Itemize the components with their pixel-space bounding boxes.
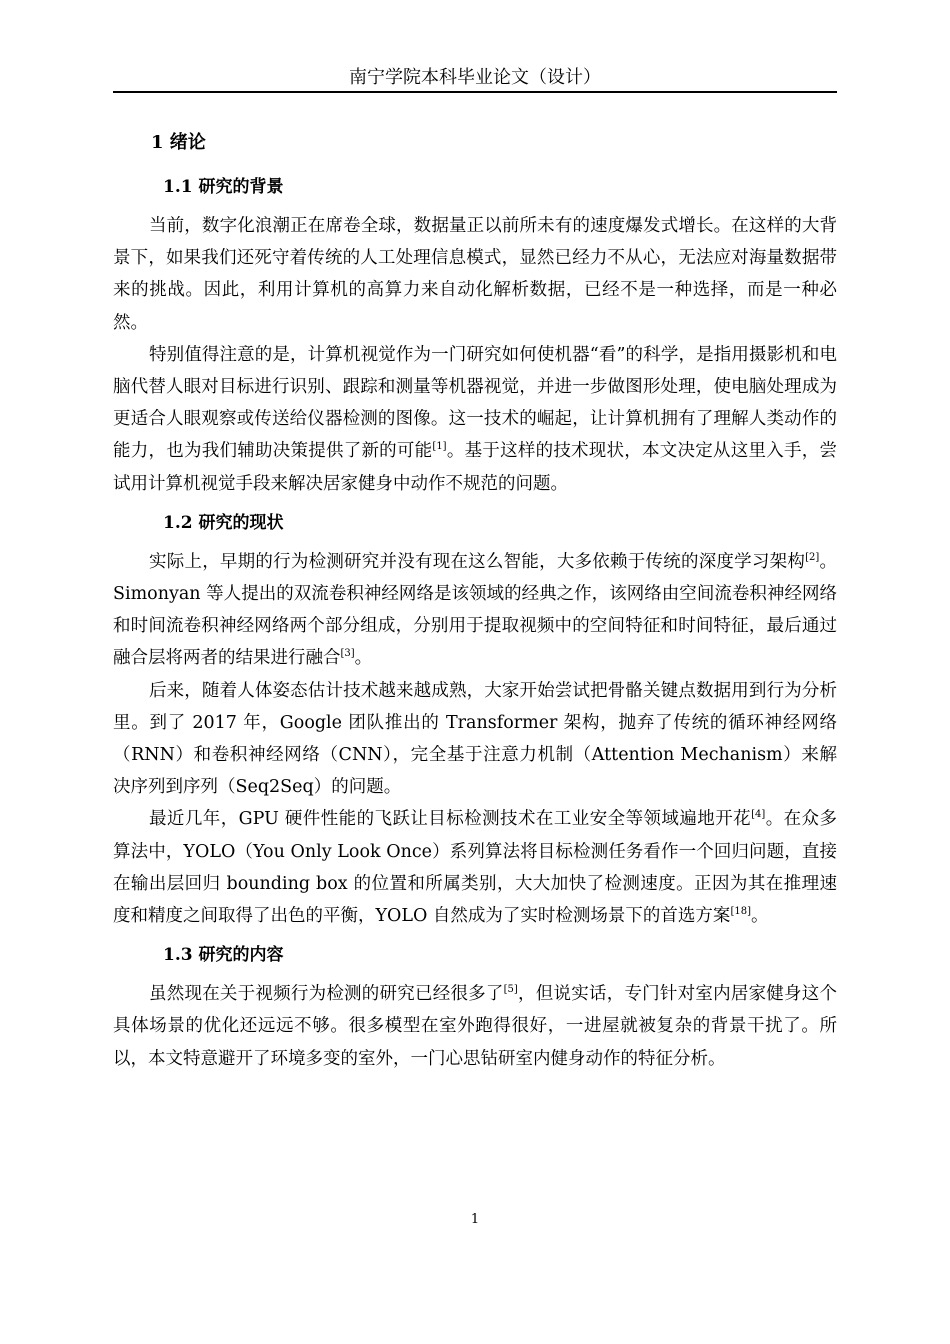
paragraph-text: 。 bbox=[354, 648, 373, 669]
paragraph bbox=[113, 803, 837, 932]
citation-marker: [2] bbox=[805, 551, 820, 563]
citation-marker: [18] bbox=[730, 906, 751, 918]
section-title-1-3: 1.3 研究的内容 bbox=[163, 945, 284, 966]
paragraph bbox=[113, 978, 837, 1075]
citation-marker: [4] bbox=[751, 809, 766, 821]
paragraph-text: 后来，随着人体姿态估计技术越来越成熟，大家开始尝试把骨骼关键点数据用到行为分析里。到了 2017 年，Google 团队推出的 Transformer 架构，抛弃了传统的循环神经网络（RNN）和卷积神经网络（CNN），完全基于注意力机制（Attention Mechanism）来解决序列到序列（Seq2Seq）的问题。 bbox=[113, 680, 837, 798]
citation-marker: [5] bbox=[503, 984, 518, 996]
citation-marker: [3] bbox=[340, 648, 355, 660]
paragraph-text: 虽然现在关于视频行为检测的研究已经很多了 bbox=[149, 984, 504, 1005]
paragraph-text: 特别值得注意的是，计算机视觉作为一门研究如何使机器“看”的科学，是指用摄影机和电脑代替人眼对目标进行识别、跟踪和测量等机器视觉，并进一步做图形处理，使电脑处理成为更适合人眼观察或传送给仪器检测的图像。这一技术的崛起，让计算机拥有了理解人类动作的能力，也为我们辅助决策提供了新的可能 bbox=[113, 344, 837, 462]
page-body bbox=[113, 126, 837, 1075]
paragraph-text: 实际上，早期的行为检测研究并没有现在这么智能，大多依赖于传统的深度学习架构 bbox=[149, 551, 806, 572]
paragraph-text: 最近几年，GPU 硬件性能的飞跃让目标检测技术在工业安全等领域遍地开花 bbox=[149, 809, 752, 830]
paragraph-text: 。基于这样的技术现状，本文决定从这里入手，尝试用计算机视觉手段来解决居家健身中动作不规范的问题。 bbox=[113, 441, 837, 494]
paragraph bbox=[113, 339, 837, 500]
section-title-1-2: 1.2 研究的现状 bbox=[163, 512, 284, 533]
paragraph bbox=[113, 210, 837, 339]
citation-marker: [1] bbox=[432, 441, 447, 453]
paragraph bbox=[113, 675, 837, 804]
paragraph-text: 。Simonyan 等人提出的双流卷积神经网络是该领域的经典之作，该网络由空间流卷积神经网络和时间流卷积神经网络两个部分组成，分别用于提取视频中的空间特征和时间特征，最后通过融合层将两者的结果进行融合 bbox=[113, 551, 837, 669]
paragraph bbox=[113, 546, 837, 675]
paragraph-text: ，但说实话，专门针对室内居家健身这个具体场景的优化还远远不够。很多模型在室外跑得很好，一进屋就被复杂的背景干扰了。所以，本文特意避开了环境多变的室外，一门心思钻研室内健身动作的特征分析。 bbox=[113, 984, 838, 1069]
page-number: 1 bbox=[470, 1212, 480, 1227]
running-header: 南宁学院本科毕业论文（设计） bbox=[349, 67, 601, 88]
chapter-title: 1 绪论 bbox=[151, 132, 206, 153]
section-title-1-1: 1.1 研究的背景 bbox=[163, 177, 284, 197]
paragraph-text: 。在众多算法中，YOLO（You Only Look Once）系列算法将目标检测任务看作一个回归问题，直接在输出层回归 bounding box 的位置和所属类别，大大加快了检测速度。正因为其在推理速度和精度之间取得了出色的平衡，YOLO 自然成为了实时检测场景下的首选方案 bbox=[113, 809, 837, 927]
paragraph-text: 当前，数字化浪潮正在席卷全球，数据量正以前所未有的速度爆发式增长。在这样的大背景下，如果我们还死守着传统的人工处理信息模式，显然已经力不从心，无法应对海量数据带来的挑战。因此，利用计算机的高算力来自动化解析数据，已经不是一种选择，而是一种必然。 bbox=[113, 216, 837, 333]
paragraph-text: 。 bbox=[750, 906, 769, 927]
header-rule bbox=[113, 91, 837, 93]
